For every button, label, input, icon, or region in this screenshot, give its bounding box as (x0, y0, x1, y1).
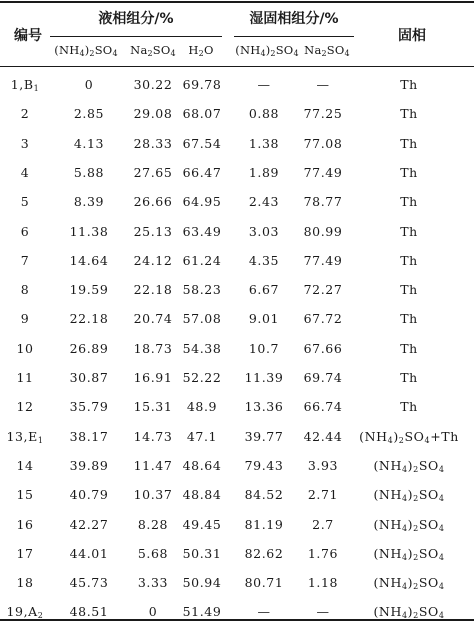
cell-phase: Th (400, 399, 418, 414)
cell-id: 3 (20, 136, 30, 151)
cell-l3: 48.9 (186, 399, 218, 414)
cell-l1: 39.89 (69, 458, 109, 473)
cell-id: 12 (16, 399, 34, 414)
cell-l3: 47.1 (186, 429, 218, 444)
cell-l1: 42.27 (69, 517, 109, 532)
cell-l1: 45.73 (69, 575, 109, 590)
cell-l3: 52.22 (182, 370, 222, 385)
cell-l3: 63.49 (182, 224, 222, 239)
cell-l2: 29.08 (133, 106, 173, 121)
cell-id: $1,B_1$ (10, 77, 40, 93)
cell-s2: 1.18 (307, 575, 339, 590)
cell-s2: 69.74 (303, 370, 343, 385)
cell-l3: 51.49 (182, 604, 222, 619)
cell-phase: $(NH_4)_2SO_4$ (373, 487, 445, 503)
cell-s1: 13.36 (244, 399, 284, 414)
table-top-rule (0, 1, 474, 3)
cell-s1: 11.39 (244, 370, 284, 385)
cell-l2: 0 (148, 604, 158, 619)
cell-phase: Th (400, 311, 418, 326)
cell-l1: 19.59 (69, 282, 109, 297)
cell-s1: 82.62 (244, 546, 284, 561)
cell-s1: 3.03 (248, 224, 280, 239)
cell-l3: 66.47 (182, 165, 222, 180)
cell-l1: 14.64 (69, 253, 109, 268)
cell-l1: 44.01 (69, 546, 109, 561)
subheader-liquid-2: $Na_2SO_4$ (130, 43, 176, 58)
cell-l1: 22.18 (69, 311, 109, 326)
cell-l1: 30.87 (69, 370, 109, 385)
cell-l3: 48.84 (182, 487, 222, 502)
cell-l3: 49.45 (182, 517, 222, 532)
cell-phase: Th (400, 136, 418, 151)
cell-s2: 67.66 (303, 341, 343, 356)
cell-id: $19,A_2$ (6, 604, 44, 620)
cell-phase: Th (400, 341, 418, 356)
cell-s1: 10.7 (248, 341, 280, 356)
cell-l2: 10.37 (133, 487, 173, 502)
cell-s2: — (316, 77, 330, 92)
cell-l2: 16.91 (133, 370, 173, 385)
cell-s1: 80.71 (244, 575, 284, 590)
cell-s1: 4.35 (248, 253, 280, 268)
cell-phase: Th (400, 224, 418, 239)
cell-s1: 6.67 (248, 282, 280, 297)
cell-s2: 2.7 (312, 517, 334, 532)
cell-l3: 67.54 (182, 136, 222, 151)
subheader-liquid-1: $(NH_4)_2SO_4$ (54, 43, 118, 58)
cell-l1: 40.79 (69, 487, 109, 502)
header-liquid-group: 液相组分/% (98, 11, 174, 27)
cell-s1: 1.89 (248, 165, 280, 180)
cell-id: 2 (20, 106, 30, 121)
cell-id: 14 (16, 458, 34, 473)
cell-id: 4 (20, 165, 30, 180)
cell-id: 7 (20, 253, 30, 268)
cell-s1: 39.77 (244, 429, 284, 444)
cell-id: 6 (20, 224, 30, 239)
cell-l3: 68.07 (182, 106, 222, 121)
cell-l3: 69.78 (182, 77, 222, 92)
cell-s2: 80.99 (303, 224, 343, 239)
cell-phase: Th (400, 165, 418, 180)
subheader-solid-2: $Na_2SO_4$ (304, 43, 350, 58)
cell-l2: 25.13 (133, 224, 173, 239)
cell-phase: $(NH_4)_2SO_4+Th$ (359, 429, 459, 445)
cell-s1: 2.43 (248, 194, 280, 209)
cell-s1: 1.38 (248, 136, 280, 151)
cell-l2: 15.31 (133, 399, 173, 414)
cell-phase: $(NH_4)_2SO_4$ (373, 546, 445, 562)
cell-s2: 77.25 (303, 106, 343, 121)
cell-phase: $(NH_4)_2SO_4$ (373, 458, 445, 474)
cell-l1: 2.85 (73, 106, 105, 121)
cell-l3: 61.24 (182, 253, 222, 268)
cell-l2: 27.65 (133, 165, 173, 180)
cell-id: 11 (16, 370, 34, 385)
cell-id: 5 (20, 194, 30, 209)
cell-s2: 42.44 (303, 429, 343, 444)
cell-id: $13,E_1$ (6, 429, 44, 445)
cell-id: 8 (20, 282, 30, 297)
cell-id: 17 (16, 546, 34, 561)
cell-phase: $(NH_4)_2SO_4$ (373, 517, 445, 533)
cell-s2: 77.08 (303, 136, 343, 151)
cell-s1: — (257, 604, 271, 619)
cell-s2: 2.71 (307, 487, 339, 502)
cell-phase: Th (400, 194, 418, 209)
cell-s2: 1.76 (307, 546, 339, 561)
cell-l1: 26.89 (69, 341, 109, 356)
solid-group-rule (234, 36, 354, 37)
cell-phase: Th (400, 370, 418, 385)
header-solid-phase: 固相 (398, 28, 426, 44)
cell-id: 18 (16, 575, 34, 590)
cell-phase: $(NH_4)_2SO_4$ (373, 575, 445, 591)
cell-l1: 11.38 (69, 224, 109, 239)
cell-s1: — (257, 77, 271, 92)
cell-l1: 5.88 (73, 165, 105, 180)
cell-l2: 20.74 (133, 311, 173, 326)
cell-s1: 9.01 (248, 311, 280, 326)
cell-s2: — (316, 604, 330, 619)
header-id: 编号 (14, 28, 42, 44)
cell-phase: $(NH_4)_2SO_4$ (373, 604, 445, 620)
cell-l3: 57.08 (182, 311, 222, 326)
cell-l3: 58.23 (182, 282, 222, 297)
cell-phase: Th (400, 253, 418, 268)
cell-l3: 64.95 (182, 194, 222, 209)
cell-l1: 48.51 (69, 604, 109, 619)
subheader-liquid-3: $H_2O$ (188, 43, 214, 58)
cell-s1: 0.88 (248, 106, 280, 121)
cell-l1: 4.13 (73, 136, 105, 151)
cell-phase: Th (400, 282, 418, 297)
cell-s2: 78.77 (303, 194, 343, 209)
cell-l2: 18.73 (133, 341, 173, 356)
cell-s1: 84.52 (244, 487, 284, 502)
cell-l2: 14.73 (133, 429, 173, 444)
cell-id: 16 (16, 517, 34, 532)
cell-l2: 8.28 (137, 517, 169, 532)
cell-l2: 5.68 (137, 546, 169, 561)
cell-l1: 0 (84, 77, 94, 92)
cell-l1: 38.17 (69, 429, 109, 444)
cell-phase: Th (400, 77, 418, 92)
cell-s2: 72.27 (303, 282, 343, 297)
cell-l1: 35.79 (69, 399, 109, 414)
cell-l2: 30.22 (133, 77, 173, 92)
cell-l3: 54.38 (182, 341, 222, 356)
cell-s1: 79.43 (244, 458, 284, 473)
subheader-solid-1: $(NH_4)_2SO_4$ (235, 43, 299, 58)
cell-s2: 77.49 (303, 253, 343, 268)
cell-s2: 77.49 (303, 165, 343, 180)
header-bottom-rule (0, 66, 474, 67)
cell-id: 15 (16, 487, 34, 502)
cell-l2: 26.66 (133, 194, 173, 209)
cell-id: 10 (16, 341, 34, 356)
cell-phase: Th (400, 106, 418, 121)
cell-l3: 50.94 (182, 575, 222, 590)
cell-s1: 81.19 (244, 517, 284, 532)
cell-l2: 24.12 (133, 253, 173, 268)
cell-id: 9 (20, 311, 30, 326)
cell-s2: 3.93 (307, 458, 339, 473)
cell-l2: 22.18 (133, 282, 173, 297)
cell-l2: 3.33 (137, 575, 169, 590)
cell-l3: 48.64 (182, 458, 222, 473)
cell-l3: 50.31 (182, 546, 222, 561)
header-solid-group: 湿固相组分/% (249, 11, 339, 27)
liquid-group-rule (50, 36, 222, 37)
cell-s2: 67.72 (303, 311, 343, 326)
cell-s2: 66.74 (303, 399, 343, 414)
cell-l2: 28.33 (133, 136, 173, 151)
cell-l2: 11.47 (133, 458, 173, 473)
cell-l1: 8.39 (73, 194, 105, 209)
